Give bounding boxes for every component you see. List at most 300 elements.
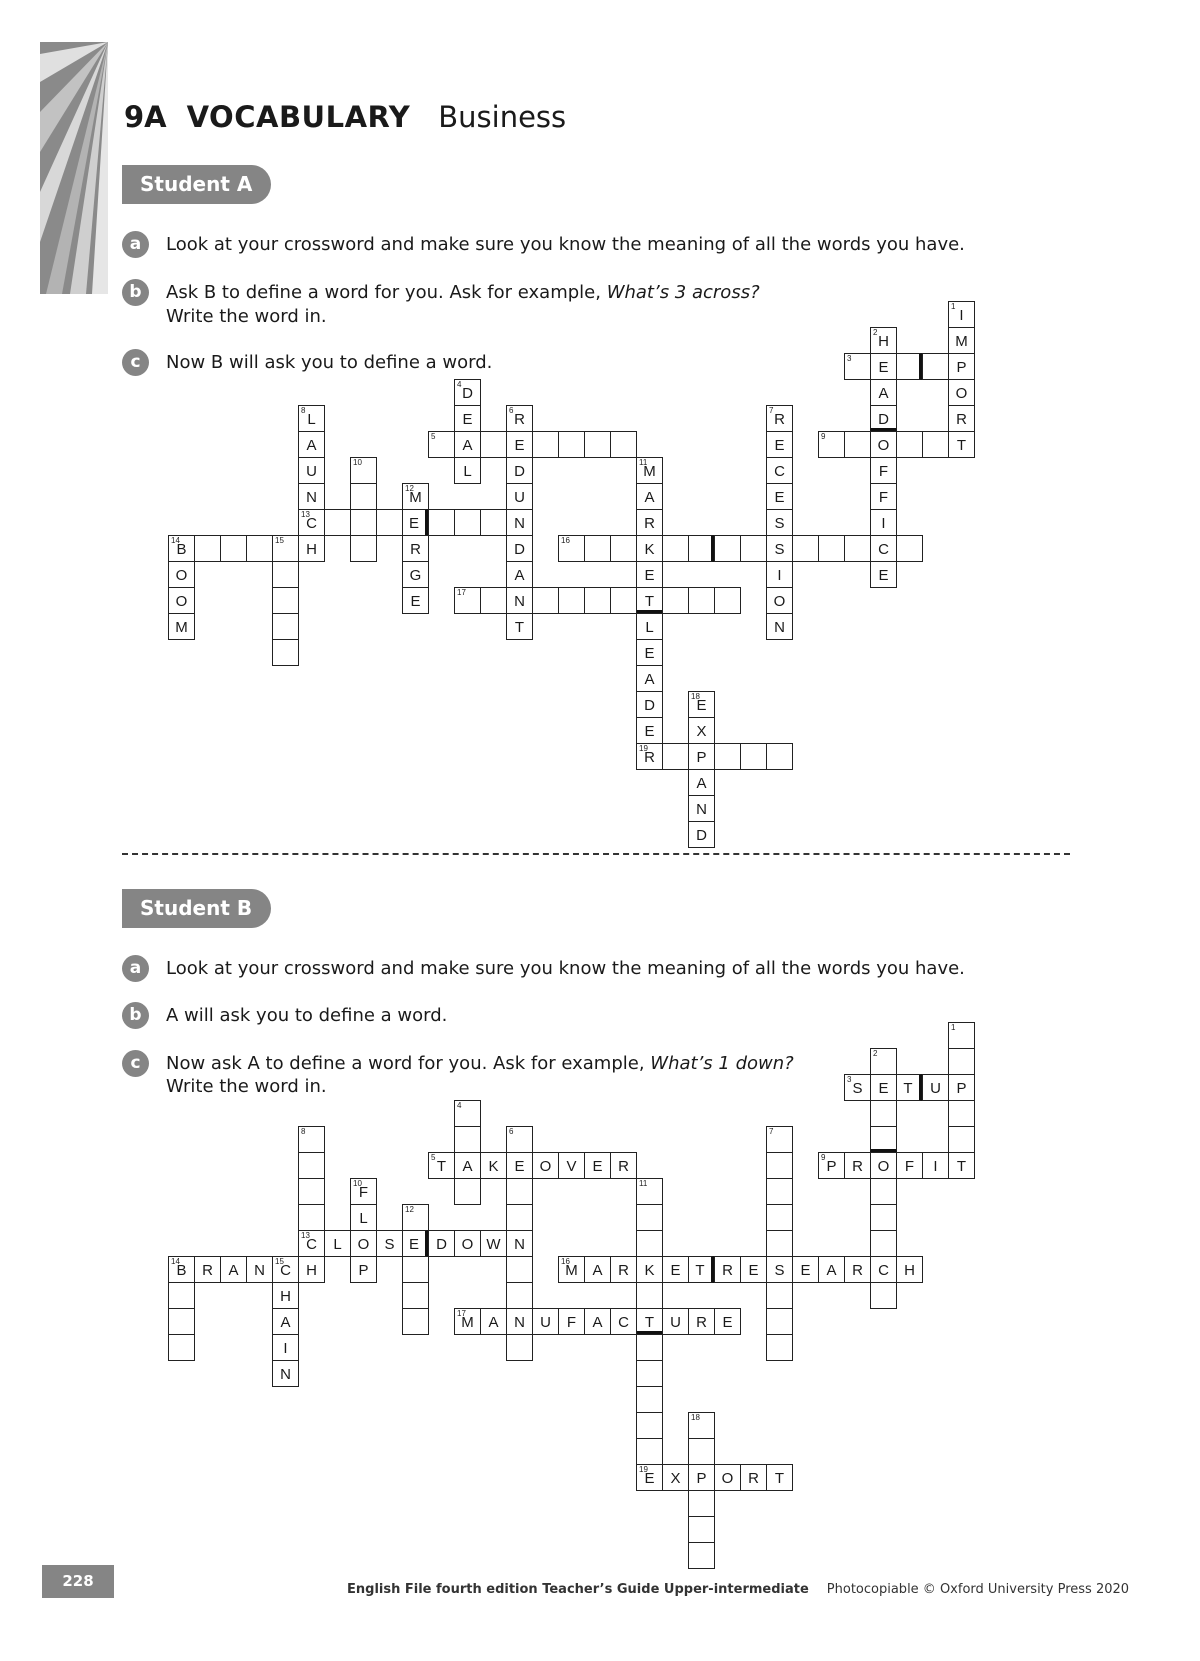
crossword-cell[interactable] [688,535,715,562]
clue-number: 5 [431,1153,436,1162]
crossword-cell[interactable]: N [272,1360,299,1387]
crossword-cell[interactable]: P [948,1074,975,1101]
crossword-cell[interactable]: O [870,431,897,458]
crossword-cell[interactable] [636,1178,663,1205]
crossword-cell[interactable] [844,353,871,380]
lesson-code: 9A [124,100,167,134]
crossword-cell[interactable] [532,587,559,614]
clue-number: 17 [457,588,466,597]
crossword-cell[interactable]: M 12 [402,483,429,510]
crossword-cell[interactable]: I [922,1152,949,1179]
clue-number: 9 [821,432,826,441]
clue-number: 17 [457,1309,466,1318]
crossword-cell[interactable]: E [662,1256,689,1283]
crossword-cell[interactable]: E 18 [688,691,715,718]
crossword-cell[interactable] [324,509,351,536]
crossword-cell[interactable] [272,561,299,588]
crossword-cell[interactable] [428,431,455,458]
crossword-cell[interactable] [766,1178,793,1205]
crossword-cell[interactable]: R [714,1256,741,1283]
crossword-cell[interactable]: F [870,457,897,484]
crossword-cell[interactable] [168,1308,195,1335]
crossword-cell[interactable] [792,535,819,562]
crossword-cell[interactable]: W [480,1230,507,1257]
crossword-cell[interactable]: T [948,431,975,458]
crossword-cell[interactable]: T [506,613,533,640]
crossword-cell[interactable]: O [714,1464,741,1491]
clue-number: 19 [639,744,648,753]
clue-number: 1 [951,302,956,311]
crossword-cell[interactable]: D [870,405,897,432]
crossword-cell[interactable]: C 13 [298,1230,325,1257]
crossword-cell[interactable]: R [844,1256,871,1283]
crossword-cell[interactable]: E [636,561,663,588]
crossword-cell[interactable]: V [558,1152,585,1179]
crossword-cell[interactable] [636,1230,663,1257]
crossword-cell[interactable]: N [506,509,533,536]
crossword-cell[interactable]: E [402,509,429,536]
crossword-cell[interactable] [610,535,637,562]
clue-number: 2 [873,328,878,337]
crossword-cell[interactable]: A [272,1308,299,1335]
crossword-cell[interactable]: N [506,1308,533,1335]
crossword-cell[interactable] [896,431,923,458]
crossword-cell[interactable]: T [766,1464,793,1491]
crossword-cell[interactable]: A [818,1256,845,1283]
crossword-cell[interactable]: D [506,457,533,484]
crossword-cell[interactable]: C 15 [272,1256,299,1283]
crossword-cell[interactable] [740,535,767,562]
crossword-cell[interactable]: O [350,1230,377,1257]
crossword-cell[interactable]: H [298,535,325,562]
crossword-cell[interactable] [870,1230,897,1257]
crossword-cell[interactable] [168,1334,195,1361]
crossword-cell[interactable]: F 10 [350,1178,377,1205]
instruction-text-line2: Write the word in. [166,1076,327,1097]
crossword-cell[interactable] [506,1126,533,1153]
crossword-cell[interactable] [558,431,585,458]
crossword-cell[interactable] [506,1178,533,1205]
page-number: 228 [42,1565,114,1598]
crossword-cell[interactable] [844,431,871,458]
crossword-cell[interactable] [558,587,585,614]
clue-number: 6 [509,406,514,415]
crossword-cell[interactable]: M 17 [454,1308,481,1335]
crossword-cell[interactable]: R 19 [636,743,663,770]
crossword-cell[interactable]: A [220,1256,247,1283]
crossword-cell[interactable]: A [584,1308,611,1335]
crossword-cell[interactable] [480,431,507,458]
crossword-cell[interactable]: P [688,743,715,770]
clue-number: 4 [457,1101,462,1110]
crossword-cell[interactable]: E [402,587,429,614]
crossword-cell[interactable] [194,535,221,562]
instruction-text: Now ask A to define a word for you. Ask for example, What’s 1 down? [166,1053,794,1074]
clue-number: 16 [561,536,570,545]
clue-number: 12 [405,484,414,493]
crossword-cell[interactable]: D [428,1230,455,1257]
crossword-cell[interactable] [298,1178,325,1205]
crossword-cell[interactable]: D [688,821,715,848]
clue-number: 15 [275,1257,284,1266]
crossword-cell[interactable] [688,1438,715,1465]
bullet-b-icon: b [122,279,149,306]
crossword-cell[interactable]: M 16 [558,1256,585,1283]
crossword-cell[interactable]: P 9 [818,1152,845,1179]
crossword-cell[interactable] [766,1282,793,1309]
crossword-cell[interactable]: R [948,405,975,432]
crossword-cell[interactable]: A [636,665,663,692]
crossword-cell[interactable]: K [636,535,663,562]
crossword-cell[interactable]: R [688,1308,715,1335]
crossword-cell[interactable]: T [636,1308,663,1335]
crossword-cell[interactable]: F [870,483,897,510]
crossword-cell[interactable] [870,1282,897,1309]
instruction-text: Look at your crossword and make sure you know the meaning of all the words you have. [166,234,965,255]
crossword-cell[interactable]: E [636,717,663,744]
clue-number: 9 [821,1153,826,1162]
clue-number: 15 [275,536,284,545]
clue-number: 14 [171,1257,180,1266]
crossword-cell[interactable]: L [350,1204,377,1231]
crossword-cell[interactable]: X [662,1464,689,1491]
crossword-cell[interactable] [506,1334,533,1361]
footer-book: English File fourth edition Teacher’s Guide Upper-intermediate [347,1582,809,1597]
crossword-cell[interactable]: U [532,1308,559,1335]
crossword-cell[interactable]: A [506,561,533,588]
crossword-cell[interactable] [298,1126,325,1153]
crossword-cell[interactable]: X [688,717,715,744]
crossword-cell[interactable]: R [844,1152,871,1179]
crossword-cell[interactable] [740,743,767,770]
crossword-cell[interactable]: L 8 [298,405,325,432]
crossword-cell[interactable]: O [532,1152,559,1179]
crossword-cell[interactable] [714,587,741,614]
crossword-cell[interactable] [454,587,481,614]
clue-number: 3 [847,1075,852,1084]
clue-number: 18 [691,692,700,701]
crossword-cell[interactable] [948,1048,975,1075]
crossword-cell[interactable] [844,535,871,562]
crossword-cell[interactable] [246,535,273,562]
crossword-cell[interactable] [506,1282,533,1309]
crossword-cell[interactable]: O [168,561,195,588]
clue-number: 13 [301,1231,310,1240]
crossword-cell[interactable]: S [766,509,793,536]
crossword-cell[interactable]: R [610,1152,637,1179]
crossword-cell[interactable]: D [636,691,663,718]
clue-number: 6 [509,1127,514,1136]
crossword-cell[interactable]: I [870,509,897,536]
crossword-cell[interactable]: R [402,535,429,562]
crossword-cell[interactable]: G [402,561,429,588]
bullet-a-icon: a [122,231,149,258]
crossword-cell[interactable] [948,1022,975,1049]
crossword-cell[interactable] [948,1100,975,1127]
crossword-cell[interactable] [636,1334,663,1361]
crossword-cell[interactable]: A [870,379,897,406]
crossword-cell[interactable]: I [272,1334,299,1361]
crossword-cell[interactable] [818,535,845,562]
bullet-a-icon: a [122,955,149,982]
crossword-cell[interactable]: A [636,483,663,510]
crossword-cell[interactable]: R 6 [506,405,533,432]
crossword-cell[interactable] [662,587,689,614]
crossword-cell[interactable]: O [454,1230,481,1257]
crossword-cell[interactable] [766,1230,793,1257]
crossword-cell[interactable]: L [324,1230,351,1257]
crossword-cell[interactable]: E [584,1152,611,1179]
crossword-cell[interactable]: R 7 [766,405,793,432]
crossword-cell[interactable] [766,743,793,770]
crossword-cell[interactable] [636,1438,663,1465]
crossword-cell[interactable] [636,1386,663,1413]
crossword-cell[interactable] [688,1542,715,1569]
crossword-cell[interactable]: T [636,587,663,614]
crossword-cell[interactable] [948,1126,975,1153]
clue-number: 3 [847,354,852,363]
crossword-cell[interactable] [272,613,299,640]
crossword-cell[interactable]: C [610,1308,637,1335]
crossword-cell[interactable] [714,535,741,562]
crossword-cell[interactable] [766,1126,793,1153]
crossword-cell[interactable]: A [454,431,481,458]
crossword-cell[interactable]: N [506,587,533,614]
crossword-cell[interactable] [662,743,689,770]
crossword-cell[interactable] [480,509,507,536]
crossword-cell[interactable]: I [766,561,793,588]
crossword-cell[interactable]: E [714,1308,741,1335]
crossword-cell[interactable]: C [766,457,793,484]
crossword-cell[interactable] [610,587,637,614]
crossword-cell[interactable] [272,535,299,562]
crossword-cell[interactable]: A [584,1256,611,1283]
crossword-cell[interactable]: P [350,1256,377,1283]
student-b-label: Student B [122,889,271,928]
crossword-cell[interactable] [766,1334,793,1361]
crossword-cell[interactable] [298,1152,325,1179]
crossword-cell[interactable]: N [688,795,715,822]
instruction-text: Ask B to define a word for you. Ask for example, What’s 3 across? [166,282,760,303]
crossword-cell[interactable]: D 4 [454,379,481,406]
crossword-cell[interactable]: E 19 [636,1464,663,1491]
crossword-cell[interactable]: P [948,353,975,380]
crossword-cell[interactable]: E [506,1152,533,1179]
crossword-cell[interactable] [870,1100,897,1127]
crossword-cell[interactable] [870,1048,897,1075]
clue-number: 1 [951,1023,956,1032]
footer-publisher: Photocopiable © Oxford University Press 2020 [826,1582,1130,1597]
crossword-cell[interactable]: I 1 [948,301,975,328]
crossword-cell[interactable] [636,1204,663,1231]
crossword-cell[interactable]: S [376,1230,403,1257]
crossword-cell[interactable] [454,509,481,536]
crossword-cell[interactable]: U [922,1074,949,1101]
title-main: VOCABULARY [186,100,411,134]
instruction-text: Now B will ask you to define a word. [166,352,493,373]
crossword-cell[interactable]: L [454,457,481,484]
clue-number: 10 [353,1179,362,1188]
crossword-cell[interactable]: E [740,1256,767,1283]
crossword-cell[interactable] [818,431,845,458]
crossword-cell[interactable]: R [636,509,663,536]
crossword-cell[interactable] [350,483,377,510]
crossword-cell[interactable]: F [558,1308,585,1335]
crossword-cell[interactable]: T [896,1074,923,1101]
crossword-cell[interactable] [688,1412,715,1439]
clue-number: 4 [457,380,462,389]
crossword-cell[interactable] [428,509,455,536]
crossword-cell[interactable] [584,535,611,562]
cut-line-divider [122,853,1070,855]
clue-number: 12 [405,1205,414,1214]
crossword-cell[interactable] [350,535,377,562]
crossword-cell[interactable]: E [506,431,533,458]
crossword-cell[interactable]: O [948,379,975,406]
crossword-cell[interactable]: T 5 [428,1152,455,1179]
crossword-cell[interactable] [402,1308,429,1335]
crossword-cell[interactable]: C 13 [298,509,325,536]
crossword-cell[interactable]: N [246,1256,273,1283]
crossword-cell[interactable]: N [506,1230,533,1257]
crossword-cell[interactable] [506,1204,533,1231]
instruction-text: Look at your crossword and make sure you know the meaning of all the words you have. [166,958,965,979]
crossword-cell[interactable] [714,743,741,770]
crossword-cell[interactable] [350,509,377,536]
crossword-cell[interactable]: A [454,1152,481,1179]
crossword-cell[interactable] [870,1204,897,1231]
student-a-label: Student A [122,165,271,204]
bullet-b-icon: b [122,1002,149,1029]
crossword-cell[interactable]: M 11 [636,457,663,484]
crossword-cell[interactable] [376,509,403,536]
crossword-cell[interactable] [532,431,559,458]
crossword-cell[interactable] [584,431,611,458]
crossword-cell[interactable]: T [948,1152,975,1179]
crossword-cell[interactable] [766,1152,793,1179]
crossword-cell[interactable]: O [766,587,793,614]
crossword-cell[interactable]: E [870,1074,897,1101]
crossword-cell[interactable]: M [948,327,975,354]
crossword-cell[interactable] [896,353,923,380]
crossword-cell[interactable] [766,1308,793,1335]
crossword-cell[interactable]: R [194,1256,221,1283]
crossword-cell[interactable] [896,535,923,562]
crossword-cell[interactable]: E [792,1256,819,1283]
crossword-cell[interactable]: H 2 [870,327,897,354]
crossword-cell[interactable]: T [688,1256,715,1283]
crossword-cell[interactable] [636,1282,663,1309]
crossword-cell[interactable] [168,1282,195,1309]
crossword-cell[interactable]: E [766,483,793,510]
crossword-cell[interactable] [558,535,585,562]
crossword-cell[interactable]: S 3 [844,1074,871,1101]
clue-number: 8 [301,1127,306,1136]
crossword-cell[interactable]: P [688,1464,715,1491]
clue-number: 16 [561,1257,570,1266]
crossword-cell[interactable]: L [636,613,663,640]
crossword-cell[interactable]: U [298,457,325,484]
crossword-cell[interactable] [402,1204,429,1231]
crossword-cell[interactable]: R [740,1464,767,1491]
crossword-cell[interactable]: C [870,535,897,562]
crossword-cell[interactable] [272,587,299,614]
instruction-text-line2: Write the word in. [166,306,327,327]
crossword-cell[interactable]: R [610,1256,637,1283]
crossword-cell[interactable] [298,1204,325,1231]
crossword-cell[interactable] [584,587,611,614]
crossword-cell[interactable]: O [870,1152,897,1179]
crossword-cell[interactable] [766,1204,793,1231]
crossword-cell[interactable]: H [272,1282,299,1309]
crossword-cell[interactable]: H [298,1256,325,1283]
crossword-cell[interactable]: O [168,587,195,614]
crossword-cell[interactable] [454,1126,481,1153]
crossword-cell[interactable]: K [480,1152,507,1179]
crossword-cell[interactable]: M [168,613,195,640]
crossword-cell[interactable] [610,431,637,458]
crossword-cell[interactable]: U [506,483,533,510]
crossword-cell[interactable] [402,1256,429,1283]
crossword-cell[interactable] [636,1360,663,1387]
crossword-cell[interactable]: E [402,1230,429,1257]
crossword-cell[interactable] [870,1126,897,1153]
crossword-cell[interactable]: E [636,639,663,666]
crossword-cell[interactable] [688,1490,715,1517]
crossword-cell[interactable]: B 14 [168,1256,195,1283]
crossword-cell[interactable] [688,587,715,614]
crossword-cell[interactable] [220,535,247,562]
crossword-cell[interactable]: S [766,1256,793,1283]
crossword-cell[interactable] [454,1100,481,1127]
crossword-cell[interactable] [272,639,299,666]
crossword-cell[interactable]: D [506,535,533,562]
crossword-cell[interactable]: H [896,1256,923,1283]
crossword-cell[interactable]: F [896,1152,923,1179]
clue-number: 8 [301,406,306,415]
crossword-cell[interactable]: C [870,1256,897,1283]
crossword-cell[interactable] [870,1178,897,1205]
crossword-cell[interactable] [454,1178,481,1205]
clue-number: 19 [639,1465,648,1474]
crossword-cell[interactable] [480,587,507,614]
crossword-cell[interactable] [662,535,689,562]
crossword-cell[interactable]: B 14 [168,535,195,562]
decorative-fan-graphic [40,42,108,294]
crossword-cell[interactable]: A [688,769,715,796]
clue-number: 14 [171,536,180,545]
crossword-cell[interactable]: E [766,431,793,458]
crossword-cell[interactable]: E [454,405,481,432]
crossword-cell[interactable] [350,457,377,484]
crossword-cell[interactable]: U [662,1308,689,1335]
crossword-cell[interactable]: A [298,431,325,458]
crossword-cell[interactable]: E [870,353,897,380]
crossword-cell[interactable] [922,431,949,458]
crossword-cell[interactable]: N [766,613,793,640]
clue-number: 18 [691,1413,700,1422]
crossword-cell[interactable] [402,1282,429,1309]
crossword-cell[interactable] [506,1256,533,1283]
crossword-cell[interactable] [922,353,949,380]
crossword-cell[interactable]: E [870,561,897,588]
crossword-cell[interactable]: S [766,535,793,562]
crossword-cell[interactable]: N [298,483,325,510]
crossword-cell[interactable] [636,1412,663,1439]
crossword-cell[interactable] [688,1516,715,1543]
crossword-cell[interactable]: K [636,1256,663,1283]
crossword-cell[interactable]: A [480,1308,507,1335]
